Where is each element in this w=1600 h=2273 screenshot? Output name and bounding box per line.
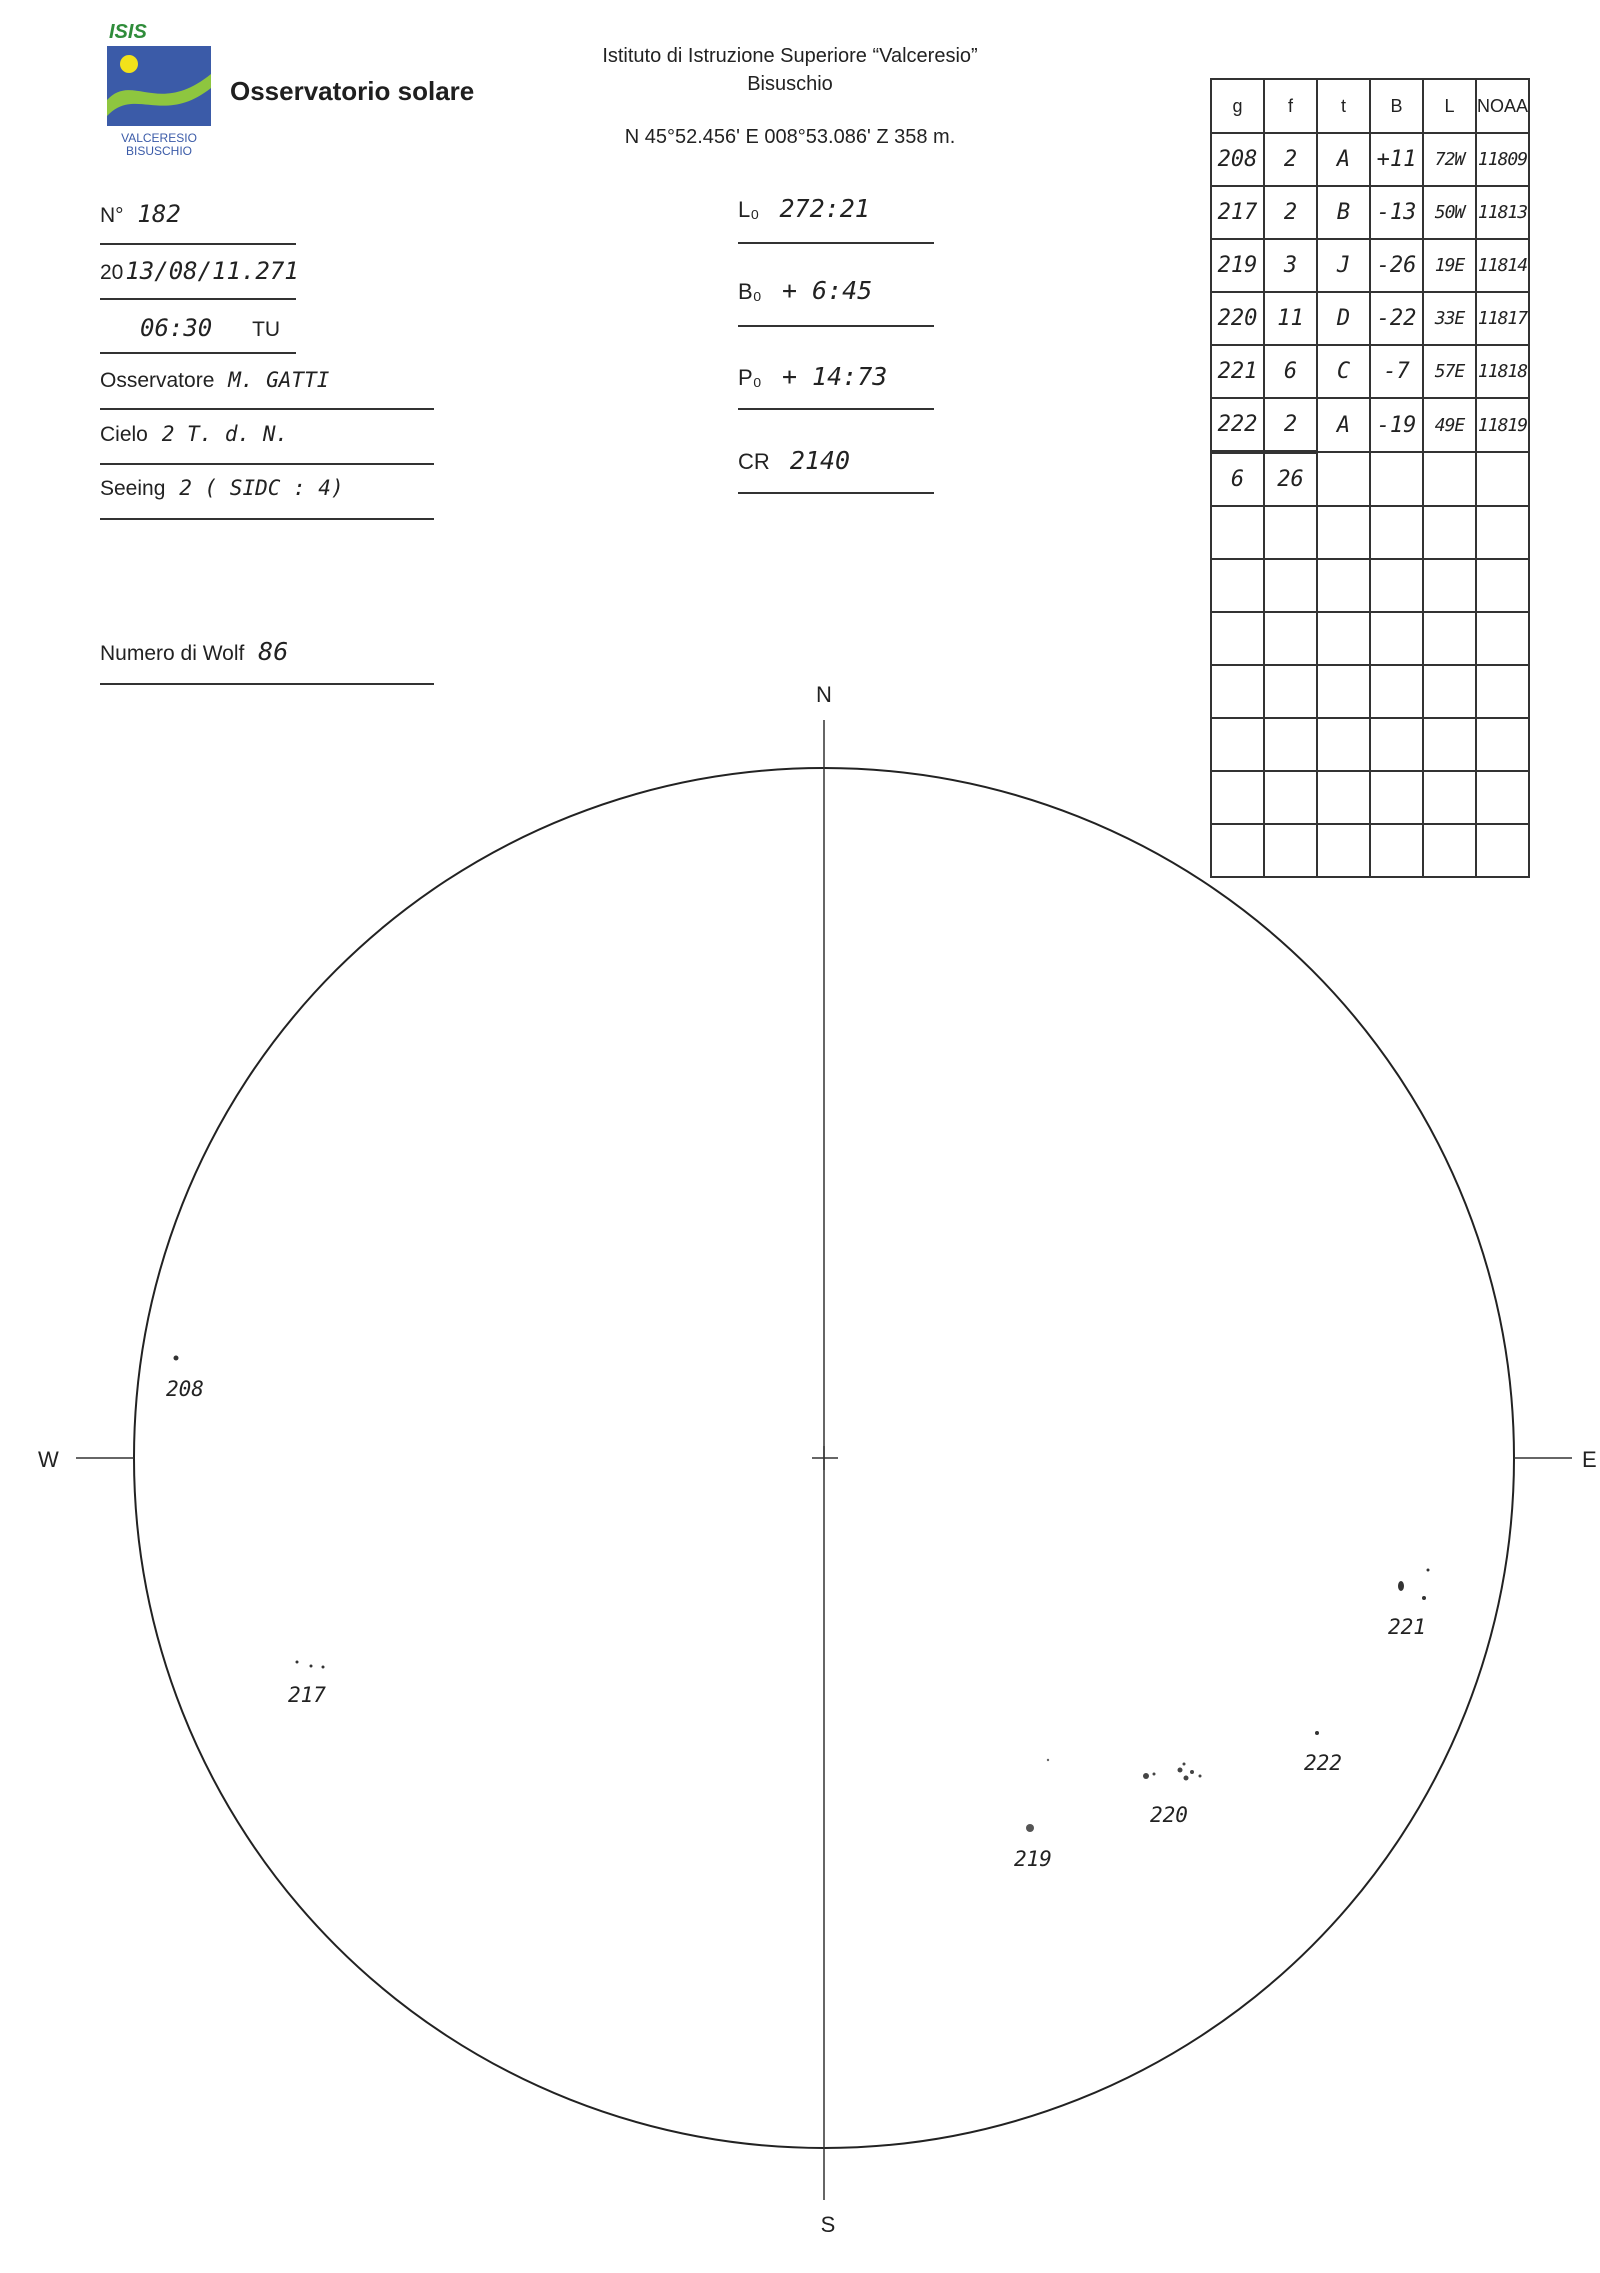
number-label: N° xyxy=(100,204,124,227)
sunspot-220g xyxy=(1183,1763,1186,1766)
number-value: 182 xyxy=(137,200,181,228)
sunspot-221b xyxy=(1427,1569,1430,1572)
cell-l: 57E xyxy=(1423,345,1476,398)
header-noaa: NOAA xyxy=(1476,79,1529,133)
cell-g: 221 xyxy=(1211,345,1264,398)
cell-t: A xyxy=(1317,133,1370,186)
cell-t: C xyxy=(1317,345,1370,398)
sunspot-221c xyxy=(1422,1596,1426,1600)
sunspot-222 xyxy=(1315,1731,1319,1735)
group-label-208: 208 xyxy=(166,1377,204,1401)
cell-noaa: 11818 xyxy=(1476,345,1529,398)
header-b: B xyxy=(1370,79,1423,133)
header-g: g xyxy=(1211,79,1264,133)
east-label: E xyxy=(1582,1447,1597,1472)
sunspot-220e xyxy=(1190,1770,1194,1774)
group-label-221: 221 xyxy=(1388,1615,1426,1639)
west-label: W xyxy=(38,1447,59,1472)
sunspot-219a xyxy=(1026,1824,1034,1832)
p0-label: P₀ xyxy=(738,365,762,390)
institute-town: Bisuschio xyxy=(747,73,833,95)
logo-caption-1: VALCERESIO xyxy=(121,131,197,145)
observatory-title: Osservatorio solare xyxy=(230,76,475,106)
group-label-220: 220 xyxy=(1150,1803,1188,1827)
wolf-label: Numero di Wolf xyxy=(100,642,245,665)
total-spots: 26 xyxy=(1264,452,1317,506)
cell-b: -7 xyxy=(1370,345,1423,398)
seeing-value: 2 ( SIDC : 4) xyxy=(179,476,344,500)
south-label: S xyxy=(820,2212,836,2237)
sunspot-217c xyxy=(322,1666,325,1669)
sunspot-220f xyxy=(1199,1775,1202,1778)
cell-g: 217 xyxy=(1211,186,1264,239)
total-groups: 6 xyxy=(1211,452,1264,506)
cell-noaa: 11813 xyxy=(1476,186,1529,239)
seeing-label: Seeing xyxy=(100,477,166,500)
l0-label: L₀ xyxy=(738,197,760,222)
group-label-222: 222 xyxy=(1304,1751,1342,1775)
cell-t: B xyxy=(1317,186,1370,239)
header-f: f xyxy=(1264,79,1317,133)
cell-f: 6 xyxy=(1264,345,1317,398)
institute-name: Istituto di Istruzione Superiore “Valceresio” xyxy=(602,45,978,67)
observer-label: Osservatore xyxy=(100,369,215,392)
l0-value: 272:21 xyxy=(779,194,870,223)
sunspot-220a xyxy=(1143,1773,1149,1779)
sunspot-221a xyxy=(1398,1581,1404,1591)
sunspot-217a xyxy=(296,1661,299,1664)
cell-l: 49E xyxy=(1423,398,1476,452)
cell-l: 50W xyxy=(1423,186,1476,239)
b0-label: B₀ xyxy=(738,279,762,304)
cell-f: 2 xyxy=(1264,133,1317,186)
sky-label: Cielo xyxy=(100,423,148,446)
time-unit: TU xyxy=(252,318,281,341)
date-prefix: 20 xyxy=(100,261,124,284)
cell-b: +11 xyxy=(1370,133,1423,186)
date-value: 13/08/11.271 xyxy=(125,257,299,285)
cell-l: 33E xyxy=(1423,292,1476,345)
sky-value: 2 T. d. N. xyxy=(161,422,289,446)
sunspot-217b xyxy=(310,1665,313,1668)
cr-label: CR xyxy=(738,449,770,474)
north-label: N xyxy=(816,682,832,707)
sunspot-208 xyxy=(174,1356,179,1361)
group-label-217: 217 xyxy=(288,1683,326,1707)
cell-f: 2 xyxy=(1264,398,1317,452)
header-l: L xyxy=(1423,79,1476,133)
cell-b: -26 xyxy=(1370,239,1423,292)
cell-t: J xyxy=(1317,239,1370,292)
sunspot-220d xyxy=(1184,1776,1189,1781)
site-coordinates: N 45°52.456' E 008°53.086' Z 358 m. xyxy=(624,126,956,148)
logo-text: ISIS xyxy=(109,22,147,43)
sunspot-219b xyxy=(1047,1759,1049,1761)
cell-f: 2 xyxy=(1264,186,1317,239)
cell-l: 19E xyxy=(1423,239,1476,292)
cell-b: -22 xyxy=(1370,292,1423,345)
cell-b: -19 xyxy=(1370,398,1423,452)
observer-value: M. GATTI xyxy=(228,368,330,392)
p0-value: + 14:73 xyxy=(781,362,888,391)
cell-g: 219 xyxy=(1211,239,1264,292)
group-label-219: 219 xyxy=(1014,1847,1052,1871)
cr-value: 2140 xyxy=(789,446,851,475)
cell-g: 222 xyxy=(1211,398,1264,452)
time-value: 06:30 xyxy=(140,314,213,342)
b0-value: + 6:45 xyxy=(781,276,873,305)
cell-noaa: 11819 xyxy=(1476,398,1529,452)
wolf-value: 86 xyxy=(258,637,289,666)
cell-noaa: 11809 xyxy=(1476,133,1529,186)
cell-f: 11 xyxy=(1264,292,1317,345)
cell-b: -13 xyxy=(1370,186,1423,239)
cell-f: 3 xyxy=(1264,239,1317,292)
cell-noaa: 11814 xyxy=(1476,239,1529,292)
logo-caption-2: BISUSCHIO xyxy=(125,144,193,158)
sunspot-220c xyxy=(1178,1768,1183,1773)
cell-l: 72W xyxy=(1423,133,1476,186)
cell-t: A xyxy=(1317,398,1370,452)
cell-g: 208 xyxy=(1211,133,1264,186)
cell-g: 220 xyxy=(1211,292,1264,345)
cell-noaa: 11817 xyxy=(1476,292,1529,345)
header-t: t xyxy=(1317,79,1370,133)
sunspot-220b xyxy=(1153,1773,1156,1776)
cell-t: D xyxy=(1317,292,1370,345)
